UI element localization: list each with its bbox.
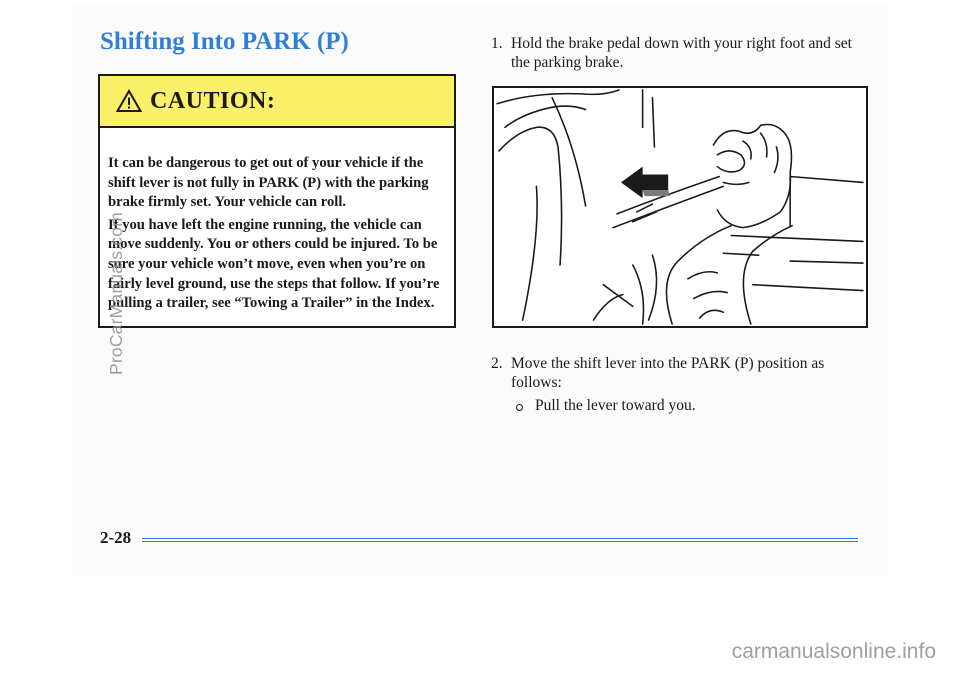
step-number: 1. — [491, 35, 503, 52]
bullet-icon — [516, 404, 523, 411]
step-list-continued — [491, 354, 871, 392]
page-number: 2-28 — [100, 528, 132, 547]
parking-brake-illustration — [492, 86, 868, 328]
step-list — [491, 34, 871, 72]
caution-body — [100, 128, 454, 314]
bullet-text: Pull the lever toward you. — [535, 397, 696, 414]
caution-paragraph: If you have left the engine running, the vehicle can move suddenly. You or others could be injured. To be sure your vehicle won’t move, even when you’re on fairly level ground, use the steps that follow. If you’re pulling a trailer, see “Towing a Trailer” in the Index. — [108, 216, 440, 312]
section-title: Shifting Into PARK (P) — [100, 28, 349, 55]
side-watermark: ProCarManuals.com — [106, 212, 126, 375]
step-item — [491, 354, 871, 392]
step-number: 2. — [491, 355, 503, 372]
step-item — [491, 34, 871, 72]
step-text: Move the shift lever into the PARK (P) position as follows: — [511, 355, 825, 391]
bottom-watermark: carmanualsonline.info — [731, 640, 936, 663]
hand-on-shift-lever-illustration — [494, 88, 866, 326]
caution-box — [98, 74, 456, 328]
footer-rule — [142, 538, 858, 542]
caution-label: CAUTION: — [150, 87, 276, 114]
bullet-item — [516, 397, 696, 415]
caution-header — [100, 76, 454, 128]
step-text: Hold the brake pedal down with your right foot and set the parking brake. — [511, 35, 852, 71]
caution-paragraph: It can be dangerous to get out of your vehicle if the shift lever is not fully in PARK (P) with the parking brake firmly set. Your vehicle can roll. — [108, 155, 429, 211]
warning-triangle-icon — [116, 89, 142, 113]
